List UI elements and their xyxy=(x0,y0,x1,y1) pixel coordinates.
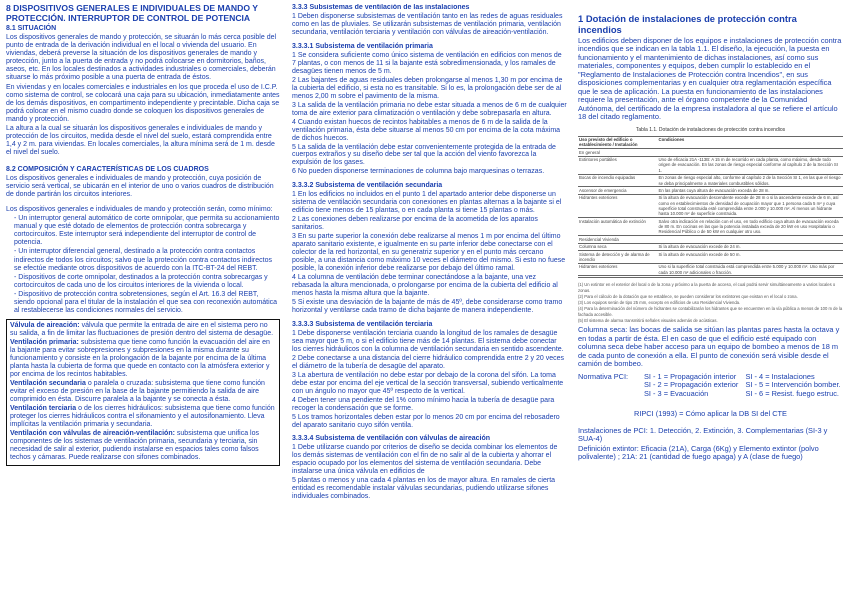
table-row: Ascensor de emergencia En las plantas cuya altura de evacuación exceda de 28 m. xyxy=(578,187,843,194)
list-item: 6 No pueden disponerse terminaciones de columna bajo marquesinas o terrazas. xyxy=(292,168,545,176)
pci-item: SI - 4 = Instalaciones xyxy=(745,371,815,381)
list-item: 1 Se considera suficiente como único sistema de ventilación en edificios con menos de 7 plantas, o con menos de 11 si la bajante está sobredimensionada, y los ramales de desagües tienen menos de 5 m. xyxy=(292,51,562,75)
subsection-title: 3.3.3.4 Subsistema de ventilación con válvulas de aireación xyxy=(292,435,491,443)
note: (1) Un extintor en el exterior del local o de la zona y próximo a la puerta de acceso, el cual podrá servir simultáneamente a varios locales o zonas. xyxy=(578,282,836,293)
list-item: 1 Debe disponerse ventilación terciaria cuando la longitud de los ramales de desagüe sea mayor que 5 m, o si el edificio tiene más de 14 plantas. El sistema debe conectar los cierres hidráulicos con la columna de ventilación secundaria en sentido ascendente. xyxy=(292,329,564,353)
table-row: En general xyxy=(578,149,843,156)
list-item: 1 En los edificios no incluidos en el punto 1 del apartado anterior debe disponerse un sistema de ventilación secundaria con conexiones en plantas alternas a la bajante si el edificio tiene menos de 15 plantas, o en cada planta si tiene 15 plantas o más. xyxy=(292,191,562,215)
table-row: Residencial Vivienda xyxy=(578,236,843,243)
pci-item: SI - 6 = Resist. fuego estruc. xyxy=(745,388,839,398)
paragraph: Columna seca: las bocas de salida se sitúan las plantas pares hasta la octava y en todas a partir de ésta. El en caso de que el edificio esté equipado con columna seca debe haber acceso para un equipo de bombeo a menos de 18 m de cada punto de conexión a ella. El punto de conexión será visible desde el camión de bombeo. xyxy=(578,325,840,369)
note: (2) Para el cálculo de la dotación que se establece, se pueden considerar los extintores que existan en el local o zona. xyxy=(578,293,798,299)
definition: Ventilación con válvulas de aireación-ventilación: subsistema que unifica los componentes de los sistemas de ventilación primaria, secundaria y terciaria, sin necesidad de salir al exterior, pudiendo instalarse en espacios tales como falsos techos y cámaras. Puede realizarse con sifones combinados. xyxy=(10,429,260,461)
table-row: Instalación automática de extinción Salvo otra indicación en relación con el uso, en todo edificio cuya altura de evacuación exceda de 80 m. En cocinas en las que la potencia instalada exceda de 20 kW en uso Hospitalario o Residencial Público o de 50 kW en cualquier otro uso. xyxy=(578,218,843,236)
section-8-2-title: 8.2 COMPOSICIÓN Y CARACTERÍSTICAS DE LOS CUADROS xyxy=(6,165,209,173)
table-row xyxy=(578,278,843,280)
list-item: - Dispositivos de corte omnipolar, destinados a la protección contra sobrecargas y cortocircuitos de cada uno de los circuitos interiores de la vivienda o local. xyxy=(14,273,268,289)
list-item: 4 La columna de ventilación debe terminar conectándose a la bajante, una vez rebasada la altura mencionada, o prolongarse por encima de la cubierta del edificio al menos hasta la misma altura que la bajante. xyxy=(292,274,558,297)
definition: Ventilación secundaria o paralela o cruzada: subsistema que tiene como función evitar el exceso de presión en la base de la bajante permitiendo la salida de aire comprimido en ésta. Discurre paralela a la bajante y se conecta a ésta. xyxy=(10,380,265,404)
list-item: 3 En su parte superior la conexión debe realizarse al menos 1 m por encima del último aparato sanitario existente, e igualmente en su parte inferior debe conectarse con el colector de la red horizontal, en su generatriz superior y en el punto más cercano posible, a una distancia como máximo 10 veces el diámetro del mismo. Si esto no fuese posible, la conexión inferior debe realizarse por debajo del último ramal. xyxy=(292,233,566,273)
definition: Ventilación terciaria o de los cierres hidráulicos: subsistema que tiene como función proteger los cierres hidráulicos contra el sifonamiento y el autosifonamiento. Lleva implícitas la ventilación primaria y secundaria. xyxy=(10,405,275,428)
definitions-box xyxy=(6,319,280,465)
note: (3) Los equipos serán de tipo 25 mm, excepto en edificios de uso Residencial Vivienda. xyxy=(578,300,741,306)
table-notes xyxy=(578,282,843,323)
table-row: Extintores portátiles Uno de eficacia 21A -113B: A 15 m de recorrido en cada planta, como máximo, desde todo origen de evacuación. En las zonas de riesgo especial conforme al capítulo 2 de la Sección SI 1. xyxy=(578,156,843,174)
list-item: 5 La salida de la ventilación debe estar convenientemente protegida de la entrada de cuerpos extraños y su diseño debe ser tal que la acción del viento favorezca la expulsión de los gases. xyxy=(292,143,556,167)
note: (4) Para la determinación del número de hidrantes se contabilizarán los hidrantes que se encuentren en la vía pública a menos de 100 m de la fachada accesible. xyxy=(578,306,843,317)
paragraph: Definición extintor: Eficacia (21A), Carga (6Kg) y Elemento extintor (polvo polivalente) ; 21A: 21 (cantidad de fuego apaga) y A (clase de fuego) xyxy=(578,443,819,462)
subsection-title: 3.3.3.1 Subsistema de ventilación primaria xyxy=(292,42,433,50)
installations-table xyxy=(578,136,843,280)
list-item: 1 Debe utilizarse cuando por criterios de diseño se decida combinar los elementos de los demás sistemas de ventilación con el fin de no salir al de la cubierta y ahorrar el espacio ocupado por los elementos del sistema de ventilación secundaria. Debe instalarse una única válvula en edificios de xyxy=(292,444,558,476)
list-item: - Dispositivo de protección contra sobretensiones, según el Art. 16.3 del REBT, siendo opcional para el titular de la instalación el que sea con reconexión automática al restablecerse las condiciones normales del servicio. xyxy=(14,291,278,315)
section-8-title: 8 DISPOSITIVOS GENERALES E INDIVIDUALES DE MANDO Y PROTECCIÓN. INTERRUPTOR DE CONTROL DE POTENCIA xyxy=(6,4,258,23)
table-row: Columna seca Si la altura de evacuación excede de 24 m. xyxy=(578,243,843,250)
column-right xyxy=(578,4,843,598)
paragraph: Instalaciones de PCI: 1. Detección, 2. Extinción, 3. Complementarias (SI-3 y SUA-4) xyxy=(578,425,828,444)
list-item: 2 Las conexiones deben realizarse por encima de la acometida de los aparatos sanitarios. xyxy=(292,216,538,232)
pci-label: Normativa PCI: xyxy=(578,371,629,381)
list-item: 3 La abertura de ventilación no debe estar por debajo de la corona del sifón. La toma debe estar por encima del eje vertical de la sección transversal, subiendo verticalmente con un ángulo no mayor que 45º respecto de la vertical. xyxy=(292,371,564,395)
paragraph: Los dispositivos generales e individuales de mando y protección, cuya posición de servicio será vertical, se ubicarán en el interior de uno o varios cuadros de distribución de donde partirán los circuitos interiores. xyxy=(6,174,274,198)
subsection-title: 3.3.3.2 Subsistema de ventilación secundaria xyxy=(292,182,443,190)
list-item: - Un interruptor diferencial general, destinado a la protección contra contactos indirectos de todos los circuitos; salvo que la protección contra contactos indirectos se efectúe mediante otros dispositivos de acuerdo con la ITC-BT-24 del REBT. xyxy=(14,248,272,272)
ripci-note: RIPCI (1993) = Cómo aplicar la DB SI del CTE xyxy=(633,409,787,419)
list-item: 5 Los tramos horizontales deben estar por lo menos 20 cm por encima del rebosadero del aparato sanitario cuyo sifón ventila. xyxy=(292,413,560,429)
paragraph: Los edificios deben disponer de los equipos e instalaciones de protección contra incendios que se indican en la tabla 1.1. El diseño, la ejecución, la puesta en funcionamiento y el mantenimiento de dichas instalaciones, así como sus materiales, componentes y equipos, deben cumplir lo establecido en el "Reglamento de Instalaciones de Protección contra Incendios", en sus disposiciones complementarias y en cualquier otra reglamentación específica que le sea de aplicación. La puesta en funcionamiento de las instalaciones requiere la presentación, ante el órgano competente de la Comunidad Autónoma, del certificado de la empresa instaladora al que se refiere el artículo 18 del citado reglamento. xyxy=(578,35,842,122)
column-middle xyxy=(292,4,567,598)
definition: Ventilación primaria: subsistema que tiene como función la evacuación del aire en la bajante para evitar sobrepresiones y subpresiones en la misma durante su funcionamiento y consiste en la prolongación de la bajante por encima de la última planta hasta la cubierta de forma que quede en contacto con la atmósfera exterior y por encima de los recintos habitables. xyxy=(10,339,270,379)
table-row: Bocas de incendio equipadas En zonas de riesgo especial alto, conforme al capítulo 2 de la Sección SI 1, en las que el riesgo se deba principalmente a materiales combustibles sólidos. xyxy=(578,174,843,187)
paragraph: Los dispositivos generales de mando y protección, se situarán lo más cerca posible del punto de entrada de la derivación individual en el local o vivienda del usuario. En viviendas, deberá preverse la situación de los dispositivos generales de mando y protección, junto a la puerta de entrada y no podrá colocarse en dormitorios, baños, aseos, etc. En los locales destinados a actividades industriales o comerciales, deberán situarse lo más próximo posible a una puerta de entrada de éstos. xyxy=(6,33,277,82)
table-row: Hidrantes exteriores Uno si la superficie total construida está comprendida entre 5.000 y 10.000 m². Uno más por cada 10.000 m² adicionales o fracción. xyxy=(578,263,843,276)
section-8-1-title: 8.1 SITUACIÓN xyxy=(6,24,57,32)
list-item: 5 plantas o menos y una cada 4 plantas en los de mayor altura. En ramales de cierta entidad es recomendable instalar válvulas secundarias, pudiendo utilizarse sifones individuales combinados. xyxy=(292,477,556,501)
definition: Válvula de aireación: válvula que permite la entrada de aire en el sistema pero no su salida, a fin de limitar las fluctuaciones de presión dentro del sistema de desagüe. xyxy=(10,322,274,338)
note: (5) El sistema de alarma transmitirá señales visuales además de acústicas. xyxy=(578,317,718,323)
section-1-title: 1 Dotación de instalaciones de protección contra incendios xyxy=(578,13,797,35)
pci-item: SI - 2 = Propagación exterior xyxy=(644,380,739,390)
table-row: Hidrantes exteriores Si la altura de evacuación descendente excede de 28 m o si la ascendente excede de 6 m, así como en establecimientos de densidad de ocupación mayor que 1 persona cada 5 m² y cuya superficie total construida esté comprendida entre 2.000 y 10.000 m². Al menos un hidrante hasta 10.000 m² de superficie construida. xyxy=(578,194,843,217)
section-3-3-3-title: 3.3.3 Subsistemas de ventilación de las instalaciones xyxy=(292,4,470,11)
list-item: - Un interruptor general automático de corte omnipolar, que permita su accionamiento manual y que esté dotado de elementos de protección contra sobrecarga y cortocircuitos. Este interruptor será independiente del interruptor de control de potencia. xyxy=(14,215,280,247)
paragraph: La altura a la cual se situarán los dispositivos generales e individuales de mando y protección de los circuitos, medida desde el nivel del suelo, estará comprendida entre 1,4 y 2 m. para viviendas. En locales comerciales, la altura mínima será de 1 m. desde el nivel del suelo. xyxy=(6,125,275,157)
list-item: 3 La salida de la ventilación primaria no debe estar situada a menos de 6 m de cualquier toma de aire exterior para climatización o ventilación y debe sobrepasarla en altura. xyxy=(292,101,567,117)
list-item: 4 Deben tener una pendiente del 1% como mínimo hacia la tubería de desagüe para recoger la condensación que se forme. xyxy=(292,396,555,412)
list-item: 2 Debe conectarse a una distancia del cierre hidráulico comprendida entre 2 y 20 veces el diámetro de la tubería de desagüe del aparato. xyxy=(292,354,564,370)
pci-item: SI - 5 = Intervención bomber. xyxy=(745,380,841,390)
column-left xyxy=(6,4,280,598)
pci-item: SI - 3 = Evacuación xyxy=(644,388,709,398)
paragraph: Los dispositivos generales e individuales de mando y protección serán, como mínimo: xyxy=(6,205,273,213)
subsection-title: 3.3.3.3 Subsistema de ventilación terciaria xyxy=(292,320,433,328)
table-header-row: Uso previsto del edificio o establecimiento / Instalación Condiciones xyxy=(578,136,843,149)
pci-item: SI - 1 = Propagación interior xyxy=(644,371,737,381)
list-item: 4 Cuando existan huecos de recintos habitables a menos de 6 m de la salida de la ventilación primaria, ésta debe situarse al menos 50 cm por encima de la cota máxima de dichos huecos. xyxy=(292,118,561,142)
pci-legend xyxy=(578,373,843,399)
list-item: 2 Las bajantes de aguas residuales deben prolongarse al menos 1,30 m por encima de la cubierta del edificio, si esta no es transitable. Si lo es, la prolongación debe ser de al menos 2,00 m sobre el pavimento de la misma. xyxy=(292,76,563,100)
list-item: 5 Si existe una desviación de la bajante de más de 45º, debe considerarse como tramo horizontal y ventilarse cada tramo de dicha bajante de manera independiente. xyxy=(292,298,563,314)
table-caption: Tabla 1.1. Dotación de instalaciones de protección contra incendios xyxy=(635,126,786,133)
paragraph: 1 Deben disponerse subsistemas de ventilación tanto en las redes de aguas residuales como en las de pluviales. Se utilizarán subsistemas de ventilación primaria, ventilación secundaria, ventilación terciaria y ventilación con válvulas de aireación-ventilación. xyxy=(292,12,563,36)
paragraph: En viviendas y en locales comerciales e industriales en los que proceda el uso de I.C.P. como sistema de control, se colocará una caja para su ubicación, inmediatamente antes de los demás dispositivos, en compartimento independiente y precintable. Dicha caja se podrá colocar en el mismo cuadro donde se coloquen los dispositivos generales de mando y protección. xyxy=(6,83,280,123)
table-row: Sistema de detección y de alarma de incendio Si la altura de evacuación excede de 50 m. xyxy=(578,251,843,264)
